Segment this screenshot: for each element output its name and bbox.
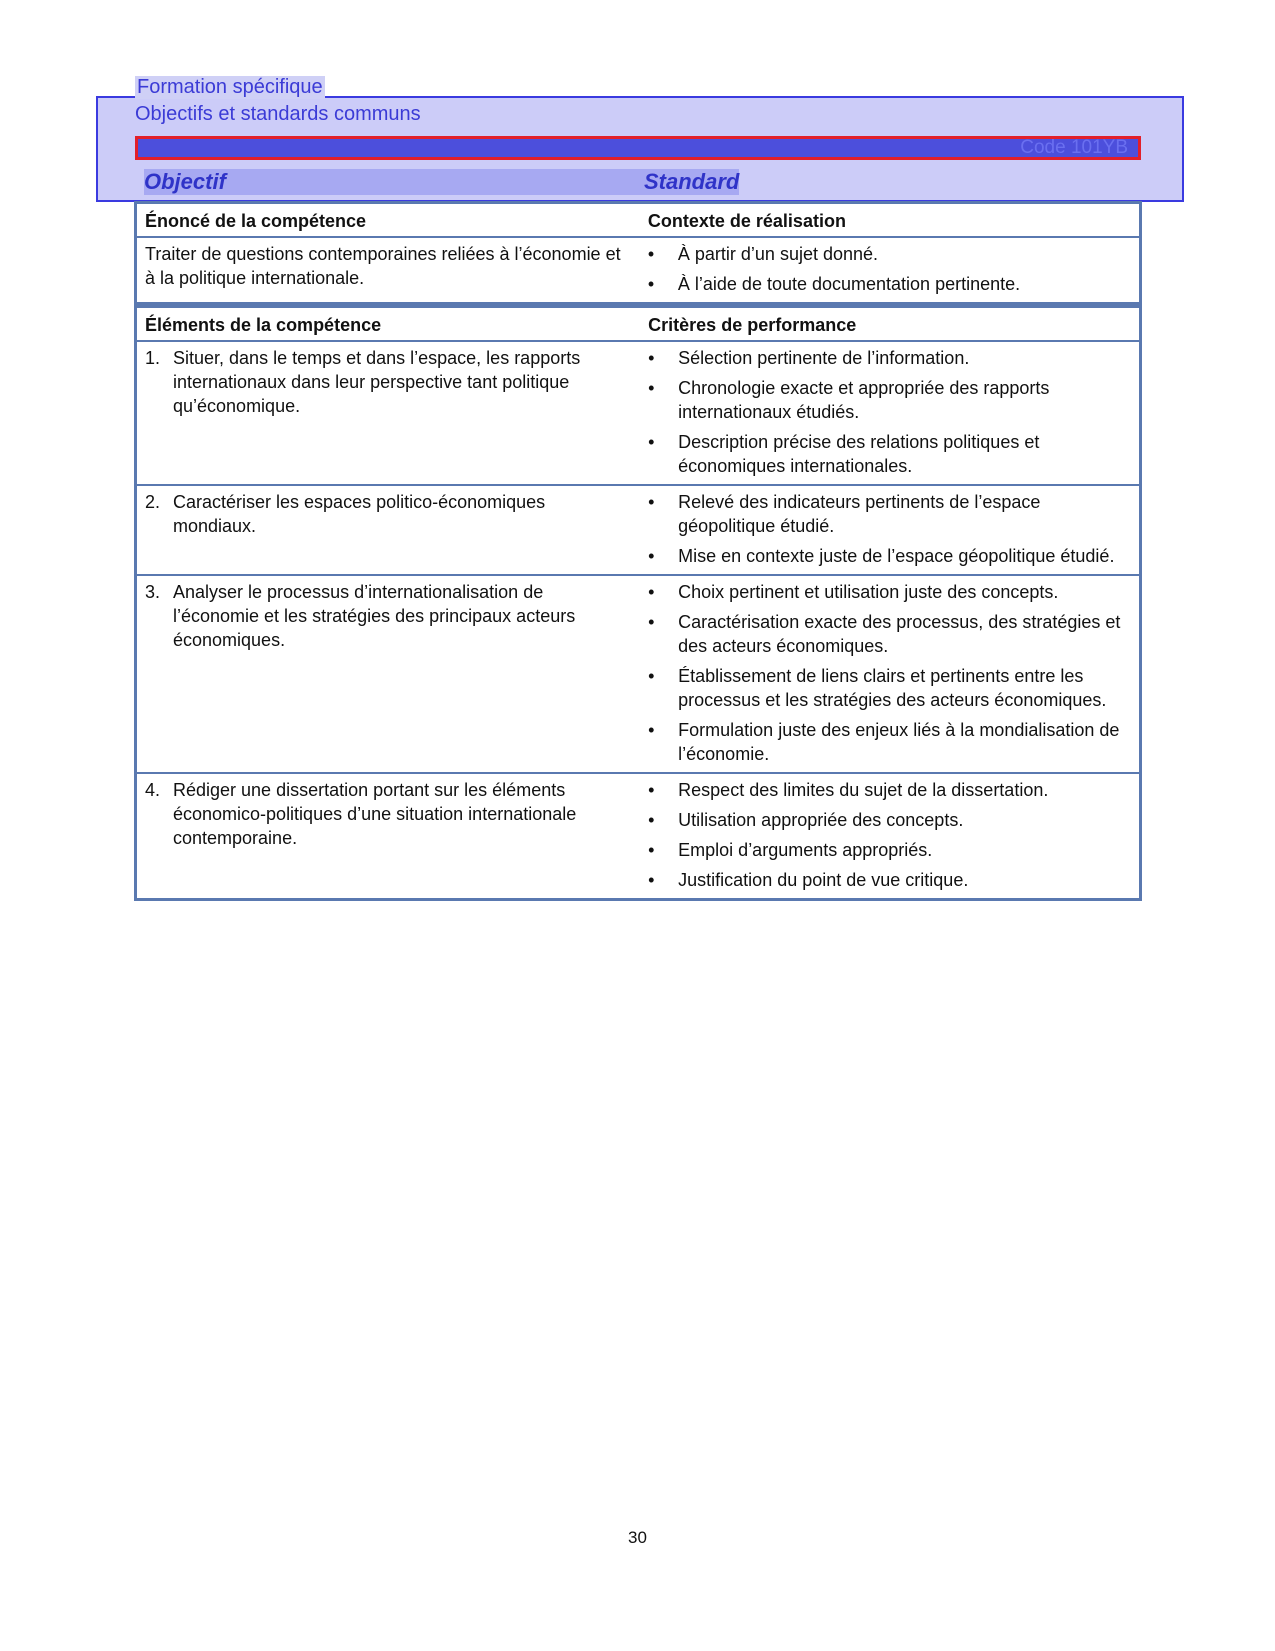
column-headings — [144, 169, 1144, 195]
enonce-text: Traiter de questions contemporaines reliées à l’économie et à la politique internationale. — [136, 237, 640, 304]
enonce-table — [134, 201, 1142, 305]
list-item: • À l’aide de toute documentation pertinente. — [647, 274, 1021, 294]
list-item: • Emploi d’arguments appropriés. — [648, 840, 933, 860]
list-item: • Justification du point de vue critique. — [648, 870, 969, 890]
element-number: 2. — [145, 492, 161, 512]
element-text: Rédiger une dissertation portant sur les éléments économico-politiques d’une situation internationale contemporaine. — [173, 780, 577, 848]
element-text: Situer, dans le temps et dans l’espace, les rapports internationaux dans leur perspective tant politique qu’économique. — [173, 348, 581, 416]
list-item: • Mise en contexte juste de l’espace géopolitique étudié. — [648, 546, 1115, 566]
contexte-cell — [640, 237, 1141, 304]
list-item: • Établissement de liens clairs et pertinents entre les processus et les stratégies des acteurs économiques. — [648, 666, 1107, 710]
table-row — [136, 773, 1141, 900]
table-row — [136, 575, 1141, 773]
list-item: • Caractérisation exacte des processus, des stratégies et des acteurs économiques. — [648, 612, 1121, 656]
bullet-icon: • — [648, 432, 655, 452]
criteres-header: Critères de performance — [640, 307, 1140, 342]
elements-table — [134, 305, 1142, 901]
objective-heading: Objectif — [144, 169, 644, 195]
element-text: Caractériser les espaces politico-économiques mondiaux. — [173, 492, 546, 536]
bullet-icon: • — [648, 582, 655, 602]
section-subtitle: Objectifs et standards communs — [135, 103, 421, 125]
bullet-icon: • — [648, 492, 655, 512]
list-item: • Chronologie exacte et appropriée des rapports internationaux étudiés. — [648, 378, 1050, 422]
standard-heading: Standard — [644, 169, 740, 194]
bullet-icon: • — [648, 666, 655, 686]
bullet-icon: • — [648, 780, 655, 800]
element-number: 3. — [145, 582, 161, 602]
list-item: • Formulation juste des enjeux liés à la mondialisation de l’économie. — [648, 720, 1120, 764]
course-code: Code 101YB — [1020, 137, 1128, 158]
bullet-icon: • — [647, 244, 655, 264]
list-item: • Utilisation appropriée des concepts. — [648, 810, 964, 830]
list-item: • Choix pertinent et utilisation juste des concepts. — [648, 582, 1059, 602]
list-item: • Relevé des indicateurs pertinents de l’espace géopolitique étudié. — [648, 492, 1041, 536]
bullet-icon: • — [648, 348, 655, 368]
list-item: • Sélection pertinente de l’information. — [648, 348, 970, 368]
contexte-header: Contexte de réalisation — [640, 203, 1141, 238]
list-item: • Description précise des relations politiques et économiques internationales. — [648, 432, 1040, 476]
element-text: Analyser le processus d’internationalisation de l’économie et les stratégies des principaux acteurs économiques. — [173, 582, 576, 650]
section-title: Formation spécifique — [137, 76, 323, 98]
bullet-icon: • — [648, 840, 655, 860]
list-item: • À partir d’un sujet donné. — [647, 244, 879, 264]
bullet-icon: • — [648, 810, 655, 830]
code-bar — [135, 136, 1141, 160]
list-item: • Respect des limites du sujet de la dissertation. — [648, 780, 1049, 800]
elements-header: Éléments de la compétence — [136, 307, 641, 342]
table-row — [136, 341, 1141, 485]
element-number: 4. — [145, 780, 161, 800]
bullet-icon: • — [648, 546, 655, 566]
bullet-icon: • — [648, 378, 655, 398]
page-number: 30 — [628, 1528, 647, 1547]
table-row — [136, 485, 1141, 575]
enonce-header: Énoncé de la compétence — [136, 203, 640, 238]
bullet-icon: • — [648, 720, 655, 740]
element-number: 1. — [145, 348, 161, 368]
bullet-icon: • — [648, 870, 655, 890]
bullet-icon: • — [647, 274, 655, 294]
bullet-icon: • — [648, 612, 655, 632]
